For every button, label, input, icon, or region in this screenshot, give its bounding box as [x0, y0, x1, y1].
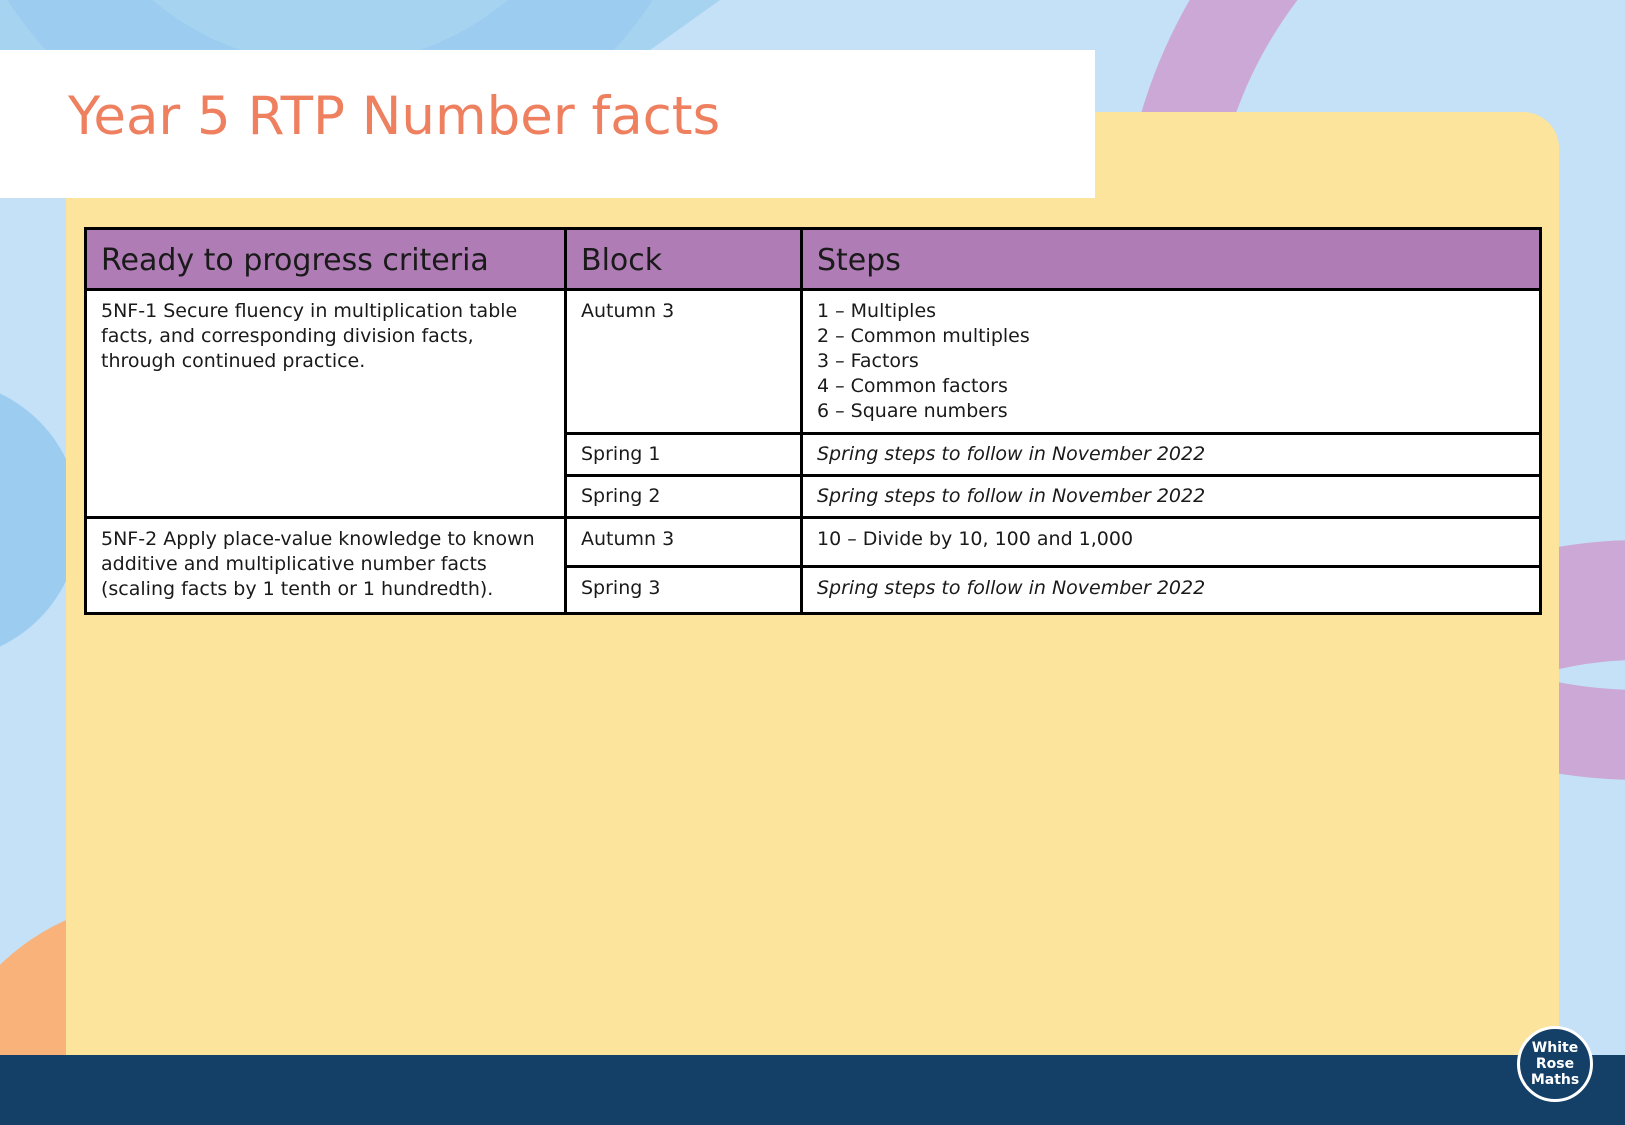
steps-cell: [802, 290, 1541, 434]
table-row: [86, 518, 1541, 567]
criteria-cell: 5NF-2 Apply place-value knowledge to known additive and multiplicative number facts (scaling facts by 1 tenth or 1 hundredth).: [86, 518, 566, 614]
header-criteria: Ready to progress criteria: [86, 229, 566, 290]
block-cell: Spring 1: [566, 434, 802, 476]
steps-note-cell: Spring steps to follow in November 2022: [802, 476, 1541, 518]
logo-line: Rose: [1535, 1056, 1575, 1072]
step-item: 6 – Square numbers: [817, 400, 1008, 422]
criteria-cell: 5NF-1 Secure fluency in multiplication table facts, and corresponding division facts, through continued practice.: [86, 290, 566, 518]
header-block: Block: [566, 229, 802, 290]
header-steps: Steps: [802, 229, 1541, 290]
page-title: Year 5 RTP Number facts: [68, 86, 721, 147]
steps-note-cell: Spring steps to follow in November 2022: [802, 434, 1541, 476]
block-cell: Spring 3: [566, 567, 802, 614]
step-item: 2 – Common multiples: [817, 325, 1030, 347]
title-card: [0, 50, 1095, 198]
block-cell: Autumn 3: [566, 290, 802, 434]
table-row: [86, 290, 1541, 434]
steps-list: [817, 299, 1525, 424]
logo-line: Maths: [1530, 1072, 1580, 1088]
footer-bar: [0, 1055, 1625, 1125]
table-header-row: [86, 229, 1541, 290]
steps-note-cell: Spring steps to follow in November 2022: [802, 567, 1541, 614]
step-item: 4 – Common factors: [817, 375, 1008, 397]
block-cell: Spring 2: [566, 476, 802, 518]
logo-line: White: [1531, 1040, 1579, 1056]
white-rose-maths-logo: [1517, 1026, 1593, 1102]
steps-cell: 10 – Divide by 10, 100 and 1,000: [802, 518, 1541, 567]
step-item: 3 – Factors: [817, 350, 919, 372]
block-cell: Autumn 3: [566, 518, 802, 567]
step-item: 1 – Multiples: [817, 300, 937, 322]
criteria-table: [84, 227, 1542, 615]
